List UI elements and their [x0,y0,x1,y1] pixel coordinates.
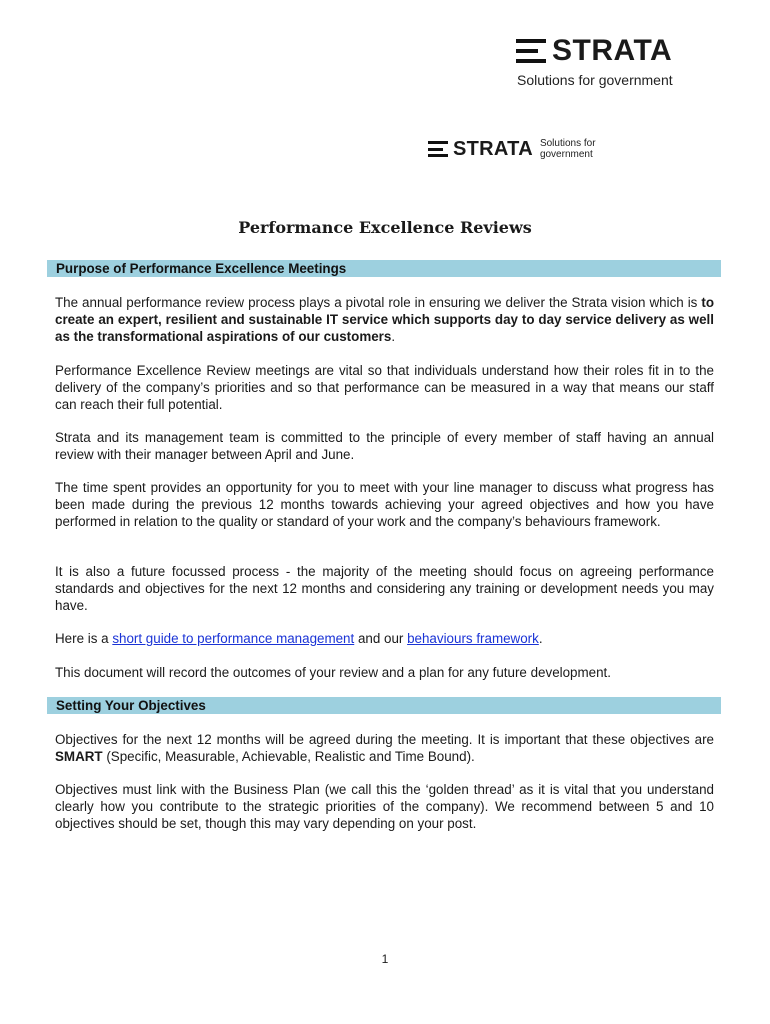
paragraph: Objectives must link with the Business Plan (we call this the ‘golden thread’ as it is vital that you understand clearly how you contribute to the strategic priorities of the company). We recommend between 5 and 10 objectives should be set, though this may vary depending on your post. [55,782,714,831]
behaviours-framework-link[interactable]: behaviours framework [407,631,539,646]
paragraph: Here is a short guide to performance management and our behaviours framework. [55,631,543,646]
strata-logo-primary [516,36,706,88]
paragraph: The annual performance review process plays a pivotal role in ensuring we deliver the Strata vision which is to create an expert, resilient and sustainable IT service which supports day to day service delivery as well as the transformational aspirations of our customers. [55,295,714,344]
section-heading-objectives: Setting Your Objectives [47,697,721,714]
document-title: Performance Excellence Reviews [238,218,532,237]
section-heading-purpose: Purpose of Performance Excellence Meetings [47,260,721,277]
strata-logo-secondary [428,138,596,160]
paragraph: It is also a future focussed process - the majority of the meeting should focus on agreeing performance standards and objectives for the next 12 months and considering any training or development needs you may have. [55,564,714,613]
paragraph: Performance Excellence Review meetings are vital so that individuals understand how their roles fit in to the delivery of the company’s priorities and so that performance can be measured in a way that means our staff can reach their full potential. [55,363,714,412]
strata-bars-icon [428,141,448,157]
strata-bars-icon [516,39,546,63]
paragraph: Objectives for the next 12 months will be agreed during the meeting. It is important that these objectives are SMART (Specific, Measurable, Achievable, Realistic and Time Bound). [55,732,714,764]
page-number: 1 [381,952,389,966]
logo-tagline: Solutions for government [539,138,596,160]
logo-wordmark: STRATA [552,34,673,67]
paragraph: This document will record the outcomes of your review and a plan for any future development. [55,665,611,680]
paragraph: Strata and its management team is committed to the principle of every member of staff having an annual review with their manager between April and June. [55,430,714,462]
logo-wordmark: STRATA [453,138,533,160]
paragraph: The time spent provides an opportunity for you to meet with your line manager to discuss what progress has been made during the previous 12 months towards achieving your agreed objectives and how you have performed in relation to the quality or standard of your work and the company’s behaviours framework. [55,480,714,529]
logo-tagline: Solutions for government [517,72,673,88]
performance-guide-link[interactable]: short guide to performance management [112,631,355,646]
